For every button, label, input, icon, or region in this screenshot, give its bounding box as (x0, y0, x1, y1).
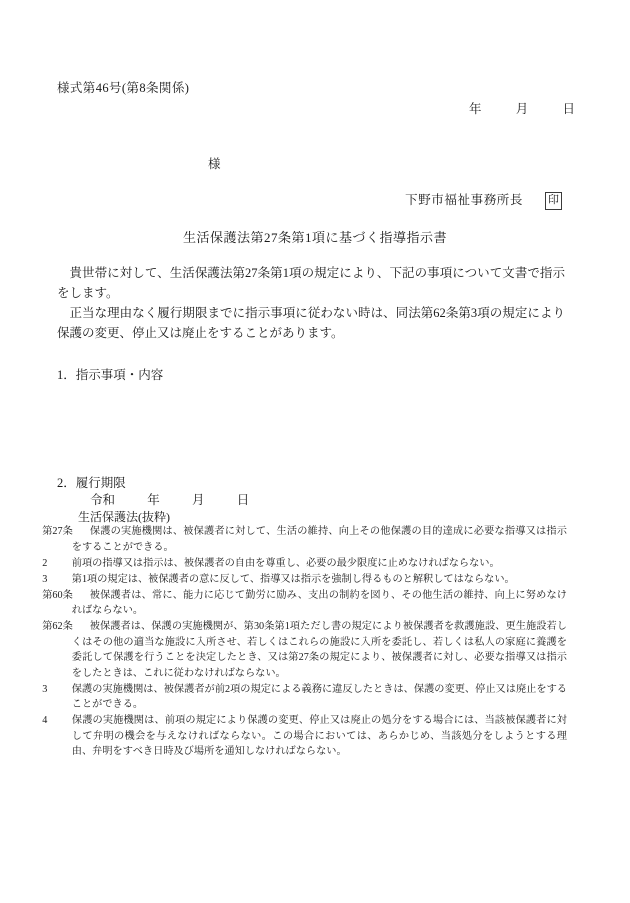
section-1-number: 1． (57, 368, 76, 382)
deadline-date-line (90, 490, 249, 508)
issue-date-day-label: 日 (562, 102, 575, 116)
law-item-text: 保護の実施機関は、被保護者に対して、生活の維持、向上その他保護の目的達成に必要な指導又は指示をすることができる。 (71, 526, 567, 553)
law-item (42, 713, 567, 760)
law-item-text: 前項の指導又は指示は、被保護者の自由を尊重し、必要の最少限度に止めなければならない。 (71, 557, 500, 569)
deadline-year-label: 年 (147, 493, 160, 507)
law-item-label: 3 (42, 573, 48, 585)
seal-stamp-box: 印 (545, 192, 562, 210)
deadline-day-label: 日 (236, 493, 250, 507)
addressee-honorific: 様 (208, 157, 221, 171)
addressee-line (176, 154, 221, 172)
law-excerpt-title: 生活保護法(抜粋) (78, 510, 170, 524)
law-item-label: 2 (42, 557, 48, 569)
law-item (42, 524, 567, 555)
law-item-text: 保護の実施機関は、被保護者が前2項の規定による義務に違反したときは、保護の変更、停止又は廃止をすることができる。 (71, 683, 567, 710)
section-1-label: 指示事項・内容 (75, 368, 164, 382)
law-item (42, 588, 567, 619)
issuer-line (0, 190, 562, 210)
issuer-name: 下野市福祉事務所長 (405, 193, 523, 207)
issue-date-month-label: 月 (515, 102, 529, 116)
law-item-label: 4 (42, 715, 48, 726)
law-item-text: 被保護者は、保護の実施機関が、第30条第1項ただし書の規定により被保護者を救護施設、更生施設若しくはその他の適当な施設に入所させ、若しくはこれらの施設に入所を委託し、若しくは私人の家庭に養護を委託して保護を行うことを決定したとき、又は第27条の規定により、被保護者に対し、必要な指導又は指示をしたときは、これに従わなければならない。 (71, 621, 567, 679)
issue-date-year-label: 年 (468, 102, 482, 116)
law-item-text: 保護の実施機関は、前項の規定により保護の変更、停止又は廃止の処分をする場合には、当該被保護者に対して弁明の機会を与えなければならない。この場合においては、あらかじめ、当該処分をしようとする理由、弁明をすべき日時及び場所を通知しなければならない。 (71, 715, 567, 757)
deadline-era-label: 令和 (90, 493, 116, 507)
section-heading-deadline (57, 473, 126, 491)
law-item (42, 556, 567, 572)
deadline-month-label: 月 (192, 493, 205, 507)
body-paragraph-1: 貴世帯に対して、生活保護法第27条第1項の規定により、下記の事項について文書で指示をします。 (57, 266, 565, 301)
law-item-label: 3 (42, 683, 48, 695)
law-item (42, 572, 567, 588)
page-title: 生活保護法第27条第1項に基づく指導指示書 (182, 230, 447, 245)
issue-date-line (0, 99, 575, 117)
law-item (42, 619, 567, 681)
law-item-text: 被保護者は、常に、能力に応じて勤労に励み、支出の制約を図り、その他生活の維持、向上に努めなければならない。 (71, 589, 567, 616)
law-item-label: 第60条 (42, 589, 73, 601)
law-item (42, 682, 567, 713)
section-heading-instructions (57, 365, 163, 383)
law-item-label: 第27条 (42, 526, 73, 537)
law-excerpt-body (42, 524, 567, 760)
law-item-label: 第62条 (42, 621, 73, 632)
section-2-number: 2． (57, 476, 76, 490)
instructions-fill-in-area[interactable] (57, 386, 565, 466)
body-paragraph-2: 正当な理由なく履行期限までに指示事項に従わない時は、同法第62条第3項の規定により保護の変更、停止又は廃止をすることがあります。 (57, 306, 565, 341)
section-2-label: 履行期限 (75, 476, 126, 490)
form-number: 様式第46号(第8条関係) (57, 81, 190, 95)
law-item-text: 第1項の規定は、被保護者の意に反して、指導又は指示を強制し得るものと解釈してはならない。 (71, 573, 515, 585)
